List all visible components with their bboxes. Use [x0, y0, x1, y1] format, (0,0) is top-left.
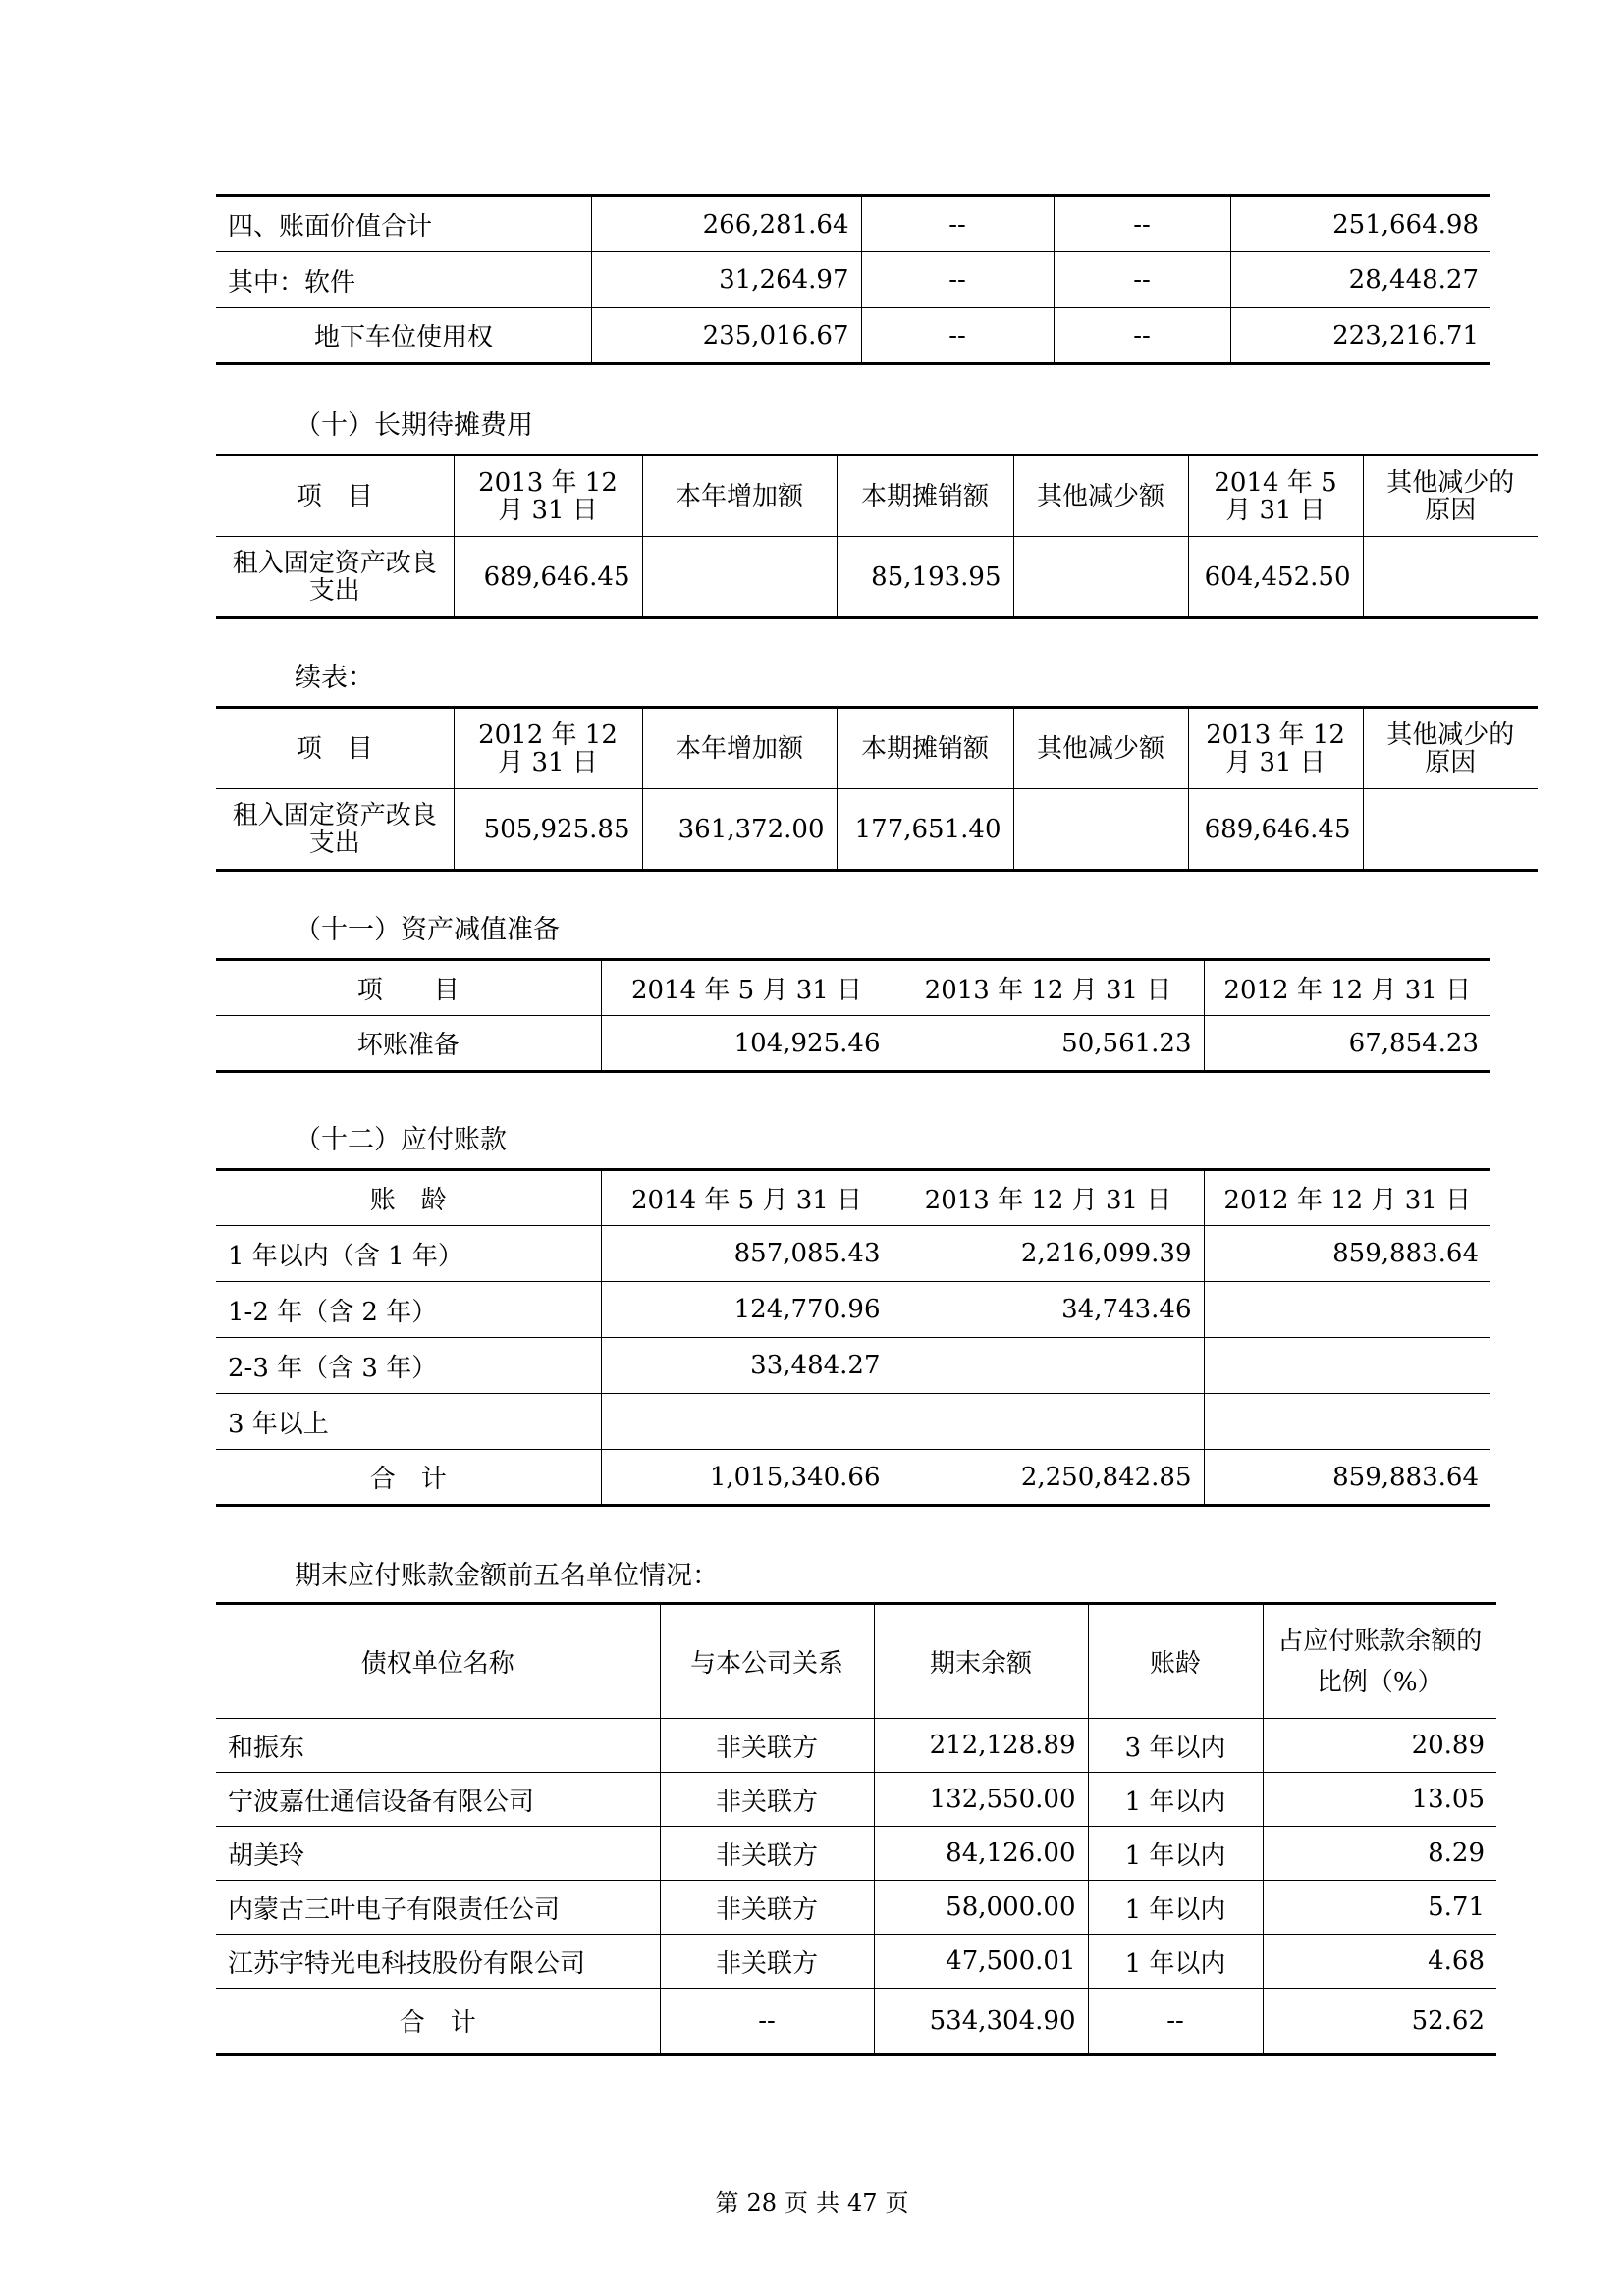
cell-value: --	[861, 252, 1054, 308]
header-cell: 本年增加额	[642, 708, 837, 789]
asset-impairment-table	[216, 958, 1490, 1073]
row-label: 合 计	[216, 1989, 660, 2055]
row-label: 四、账面价值合计	[216, 196, 591, 252]
cell-value: 67,854.23	[1204, 1016, 1490, 1072]
row-label: 2-3 年（含 3 年）	[216, 1338, 601, 1394]
cell-value	[893, 1394, 1204, 1450]
row-label: 其中：软件	[216, 252, 591, 308]
cell-value: 47,500.01	[874, 1935, 1088, 1989]
cell-value: 177,651.40	[837, 789, 1013, 871]
top5-table-block	[216, 1602, 1496, 2056]
page-number: 28	[746, 2189, 777, 2216]
cell-value: 505,925.85	[454, 789, 642, 871]
cell-value: 266,281.64	[591, 196, 861, 252]
cell-value: 2,250,842.85	[893, 1450, 1204, 1506]
cell-value: 104,925.46	[601, 1016, 893, 1072]
cell-value	[1013, 537, 1188, 618]
cell-value: 84,126.00	[874, 1827, 1088, 1881]
row-label: 1-2 年（含 2 年）	[216, 1282, 601, 1338]
cell-value: 2,216,099.39	[893, 1226, 1204, 1282]
section-11-title: （十一）资产减值准备	[295, 915, 560, 945]
footer-label: 第	[715, 2189, 739, 2216]
cell-value: --	[861, 308, 1054, 364]
header-cell: 项 目	[216, 455, 454, 537]
cell-value: --	[861, 196, 1054, 252]
cell-value: --	[660, 1989, 874, 2055]
cell-value: 604,452.50	[1188, 537, 1363, 618]
continued-table-title: 续表：	[295, 663, 374, 693]
book-value-table	[216, 194, 1490, 365]
table-row	[216, 537, 1538, 618]
table-row	[216, 1282, 1490, 1338]
table-header-row	[216, 960, 1490, 1016]
header-cell: 本期摊销额	[837, 708, 1013, 789]
cell-value: 非关联方	[660, 1773, 874, 1827]
cell-value: 4.68	[1263, 1935, 1496, 1989]
header-cell: 2012 年 12 月 31 日	[1204, 1170, 1490, 1226]
creditor-name: 和振东	[216, 1719, 660, 1773]
top5-title: 期末应付账款金额前五名单位情况：	[295, 1561, 719, 1591]
cell-value: 58,000.00	[874, 1881, 1088, 1935]
table-row	[216, 1016, 1490, 1072]
cell-value: --	[1088, 1989, 1263, 2055]
header-cell: 本年增加额	[642, 455, 837, 537]
table-header-row	[216, 455, 1538, 537]
table-row	[216, 1773, 1496, 1827]
cell-value: 非关联方	[660, 1881, 874, 1935]
header-cell: 2014 年 5 月 31 日	[601, 1170, 893, 1226]
row-label: 租入固定资产改良支出	[216, 537, 454, 618]
cell-value: 857,085.43	[601, 1226, 893, 1282]
cell-value: 34,743.46	[893, 1282, 1204, 1338]
row-label: 1 年以内（含 1 年）	[216, 1226, 601, 1282]
table-row	[216, 1935, 1496, 1989]
cell-value: 8.29	[1263, 1827, 1496, 1881]
cell-value: 212,128.89	[874, 1719, 1088, 1773]
table-row	[216, 1827, 1496, 1881]
cell-value: 1 年以内	[1088, 1827, 1263, 1881]
cell-value: 28,448.27	[1230, 252, 1490, 308]
cell-value: 1 年以内	[1088, 1881, 1263, 1935]
cell-value: --	[1054, 196, 1230, 252]
cell-value	[601, 1394, 893, 1450]
section-11-table-block	[216, 958, 1490, 1073]
cell-value: 5.71	[1263, 1881, 1496, 1935]
cell-value: 50,561.23	[893, 1016, 1204, 1072]
header-cell: 本期摊销额	[837, 455, 1013, 537]
header-cell: 2013 年 12 月 31 日	[1188, 708, 1363, 789]
header-cell: 2014 年 5 月 31 日	[1188, 455, 1363, 537]
cell-value: 13.05	[1263, 1773, 1496, 1827]
cell-value: 859,883.64	[1204, 1450, 1490, 1506]
cell-value	[1204, 1338, 1490, 1394]
row-label: 坏账准备	[216, 1016, 601, 1072]
creditor-name: 内蒙古三叶电子有限责任公司	[216, 1881, 660, 1935]
cell-value: 689,646.45	[454, 537, 642, 618]
header-cell: 期末余额	[874, 1604, 1088, 1719]
row-label: 租入固定资产改良支出	[216, 789, 454, 871]
accounts-payable-table	[216, 1168, 1490, 1507]
page-footer	[0, 2183, 1624, 2217]
header-cell: 2014 年 5 月 31 日	[601, 960, 893, 1016]
cell-value: 251,664.98	[1230, 196, 1490, 252]
section-12-title: （十二）应付账款	[295, 1125, 507, 1155]
section-10-cont-table-block	[216, 706, 1538, 872]
table-row	[216, 1394, 1490, 1450]
cell-value: 非关联方	[660, 1719, 874, 1773]
header-cell: 2013 年 12 月 31 日	[454, 455, 642, 537]
table-row	[216, 308, 1490, 364]
header-cell: 项 目	[216, 708, 454, 789]
cell-value	[1363, 537, 1538, 618]
section-10-table-block	[216, 454, 1538, 619]
creditor-name: 宁波嘉仕通信设备有限公司	[216, 1773, 660, 1827]
cell-value: 20.89	[1263, 1719, 1496, 1773]
section-12-table-block	[216, 1168, 1490, 1507]
header-cell: 2012 年 12 月 31 日	[454, 708, 642, 789]
header-cell: 2012 年 12 月 31 日	[1204, 960, 1490, 1016]
footer-label: 共	[816, 2189, 839, 2216]
cell-value: 非关联方	[660, 1827, 874, 1881]
cell-value: 223,216.71	[1230, 308, 1490, 364]
header-cell: 其他减少额	[1013, 455, 1188, 537]
cell-value: --	[1054, 308, 1230, 364]
table-row	[216, 789, 1538, 871]
header-cell: 债权单位名称	[216, 1604, 660, 1719]
row-label: 3 年以上	[216, 1394, 601, 1450]
header-cell: 占应付账款余额的比例（%）	[1263, 1604, 1496, 1719]
row-label: 合 计	[216, 1450, 601, 1506]
header-cell: 其他减少额	[1013, 708, 1188, 789]
footer-label: 页	[785, 2189, 808, 2216]
cell-value: 52.62	[1263, 1989, 1496, 2055]
header-cell: 其他减少的原因	[1363, 455, 1538, 537]
header-cell: 2013 年 12 月 31 日	[893, 1170, 1204, 1226]
table-row	[216, 1881, 1496, 1935]
cell-value: 235,016.67	[591, 308, 861, 364]
cell-value	[893, 1338, 1204, 1394]
cell-value: 85,193.95	[837, 537, 1013, 618]
cell-value: 124,770.96	[601, 1282, 893, 1338]
cell-value: 31,264.97	[591, 252, 861, 308]
table-header-row	[216, 1604, 1496, 1719]
book-value-table-block	[216, 194, 1490, 365]
header-cell: 其他减少的原因	[1363, 708, 1538, 789]
cell-value	[1013, 789, 1188, 871]
total-row	[216, 1989, 1496, 2055]
table-row	[216, 1719, 1496, 1773]
table-row	[216, 252, 1490, 308]
creditor-name: 胡美玲	[216, 1827, 660, 1881]
cell-value	[1363, 789, 1538, 871]
cell-value: 33,484.27	[601, 1338, 893, 1394]
cell-value: 132,550.00	[874, 1773, 1088, 1827]
table-row	[216, 1338, 1490, 1394]
section-10-title: （十）长期待摊费用	[295, 410, 533, 441]
cell-value: 3 年以内	[1088, 1719, 1263, 1773]
cell-value	[642, 537, 837, 618]
cell-value: 1 年以内	[1088, 1773, 1263, 1827]
cell-value	[1204, 1394, 1490, 1450]
table-row	[216, 1226, 1490, 1282]
page-total: 47	[847, 2189, 878, 2216]
table-header-row	[216, 1170, 1490, 1226]
cell-value: 非关联方	[660, 1935, 874, 1989]
long-term-prepaid-cont-table	[216, 706, 1538, 872]
cell-value: --	[1054, 252, 1230, 308]
cell-value: 361,372.00	[642, 789, 837, 871]
cell-value: 1,015,340.66	[601, 1450, 893, 1506]
row-label: 地下车位使用权	[216, 308, 591, 364]
top5-creditors-table	[216, 1602, 1496, 2056]
cell-value: 1 年以内	[1088, 1935, 1263, 1989]
header-cell: 项 目	[216, 960, 601, 1016]
cell-value: 534,304.90	[874, 1989, 1088, 2055]
cell-value	[1204, 1282, 1490, 1338]
cell-value: 859,883.64	[1204, 1226, 1490, 1282]
creditor-name: 江苏宇特光电科技股份有限公司	[216, 1935, 660, 1989]
cell-value: 689,646.45	[1188, 789, 1363, 871]
header-cell: 账 龄	[216, 1170, 601, 1226]
long-term-prepaid-table	[216, 454, 1538, 619]
table-row	[216, 196, 1490, 252]
total-row	[216, 1450, 1490, 1506]
header-cell: 2013 年 12 月 31 日	[893, 960, 1204, 1016]
table-header-row	[216, 708, 1538, 789]
footer-label: 页	[885, 2189, 909, 2216]
header-cell: 账龄	[1088, 1604, 1263, 1719]
header-cell: 与本公司关系	[660, 1604, 874, 1719]
